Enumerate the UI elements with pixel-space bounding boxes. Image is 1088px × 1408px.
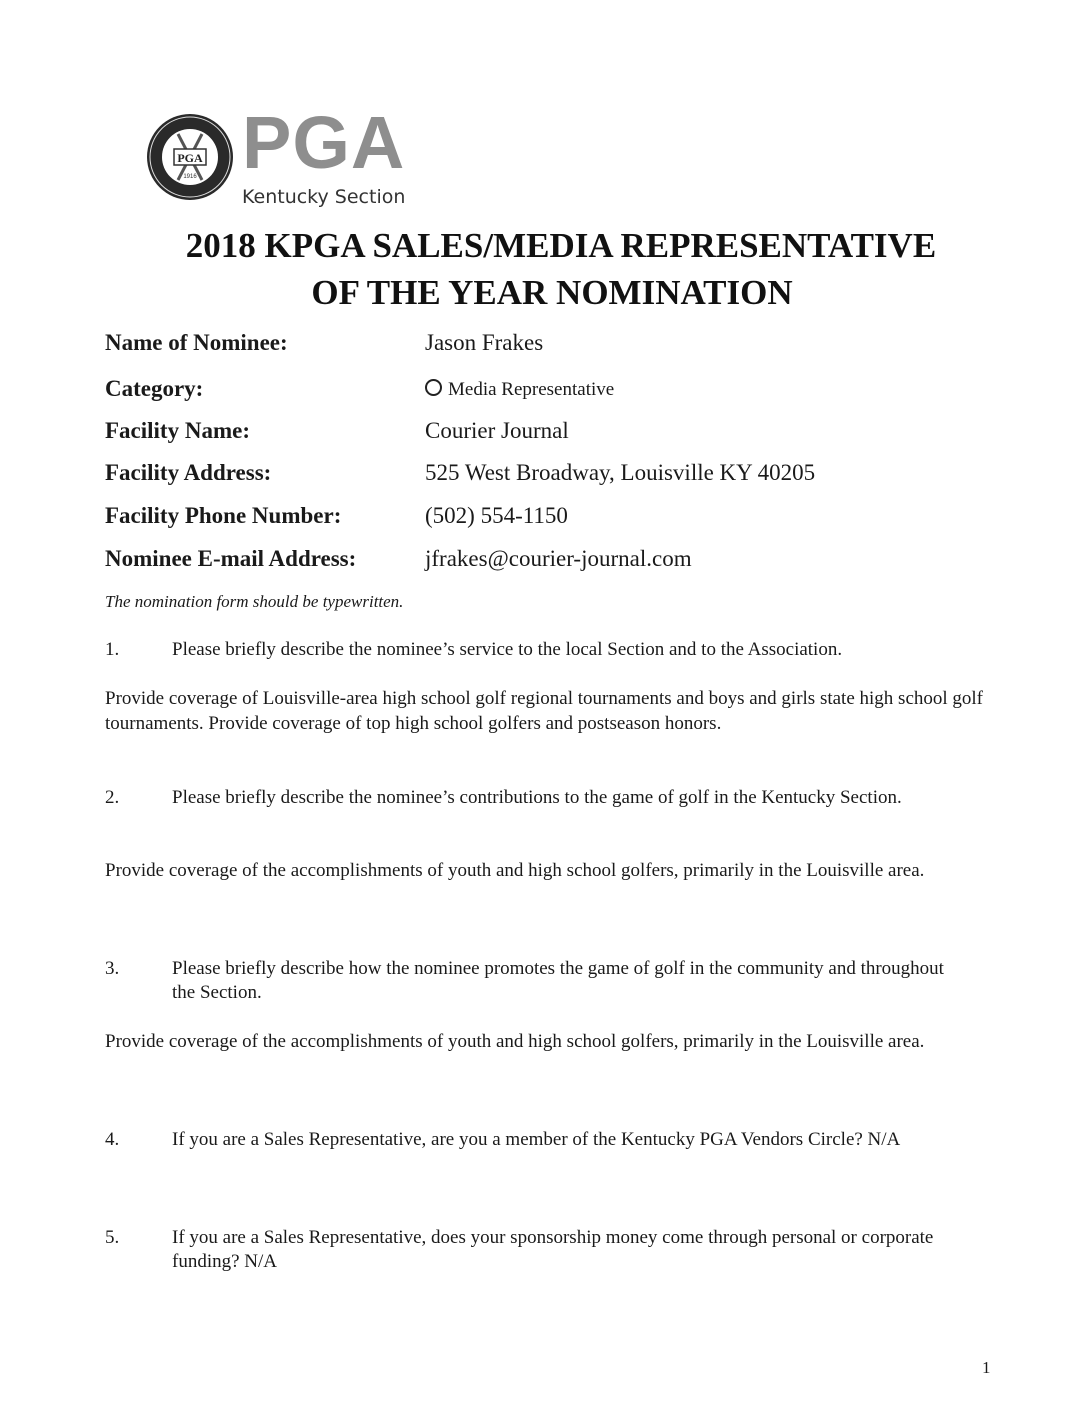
field-label: Facility Name: xyxy=(105,418,250,443)
pga-seal-icon xyxy=(145,112,235,202)
field-value: 525 West Broadway, Louisville KY 40205 xyxy=(425,460,816,485)
page-number: 1 xyxy=(982,1358,991,1377)
question-number: 4. xyxy=(105,1129,120,1150)
field-label: Category: xyxy=(105,376,204,401)
page-title xyxy=(0,222,1088,316)
question-number: 5. xyxy=(105,1227,120,1248)
field-value: jfrakes@courier-journal.com xyxy=(425,546,692,571)
question-text: Please briefly describe how the nominee promotes the game of golf in the community and throughout the Section. xyxy=(172,958,944,1003)
section-name: Kentucky Section xyxy=(242,186,406,208)
field-value xyxy=(425,379,614,401)
category-value: Media Representative xyxy=(448,379,615,400)
field-label: Facility Phone Number: xyxy=(105,503,342,528)
answer-2: Provide coverage of the accomplishments of youth and high school golfers, primarily in the Louisville area. xyxy=(105,860,925,881)
seal-year: 1916 xyxy=(183,174,197,180)
seal-center-text: PGA xyxy=(177,151,203,165)
answer-3: Provide coverage of the accomplishments of youth and high school golfers, primarily in the Louisville area. xyxy=(105,1031,925,1052)
field-label: Name of Nominee: xyxy=(105,330,288,355)
question-number: 3. xyxy=(105,958,120,979)
pga-wordmark: PGA xyxy=(242,101,406,184)
question-text: Please briefly describe the nominee’s service to the local Section and to the Association. xyxy=(172,639,843,660)
radio-circle-icon xyxy=(425,379,442,396)
question-text: If you are a Sales Representative, are you a member of the Kentucky PGA Vendors Circle? N/A xyxy=(172,1129,901,1150)
typewritten-note: The nomination form should be typewritten. xyxy=(105,592,404,611)
field-value: (502) 554-1150 xyxy=(425,503,568,528)
question-text: Please briefly describe the nominee’s contributions to the game of golf in the Kentucky Section. xyxy=(172,787,902,808)
field-label: Facility Address: xyxy=(105,460,272,485)
field-label: Nominee E-mail Address: xyxy=(105,546,357,571)
question-text: If you are a Sales Representative, does your sponsorship money come through personal or corporate funding? N/A xyxy=(172,1227,934,1272)
title-line-2: OF THE YEAR NOMINATION xyxy=(311,273,793,312)
title-line-1: 2018 KPGA SALES/MEDIA REPRESENTATIVE xyxy=(185,226,937,265)
pga-kentucky-logo xyxy=(145,101,435,212)
field-value: Courier Journal xyxy=(425,418,569,443)
question-number: 1. xyxy=(105,639,120,660)
question-number: 2. xyxy=(105,787,120,808)
field-value: Jason Frakes xyxy=(425,330,544,355)
answer-1: Provide coverage of Louisville-area high school golf regional tournaments and boys and girls state high school golf tournaments. Provide coverage of top high school golfers and postseason honors. xyxy=(105,688,984,734)
